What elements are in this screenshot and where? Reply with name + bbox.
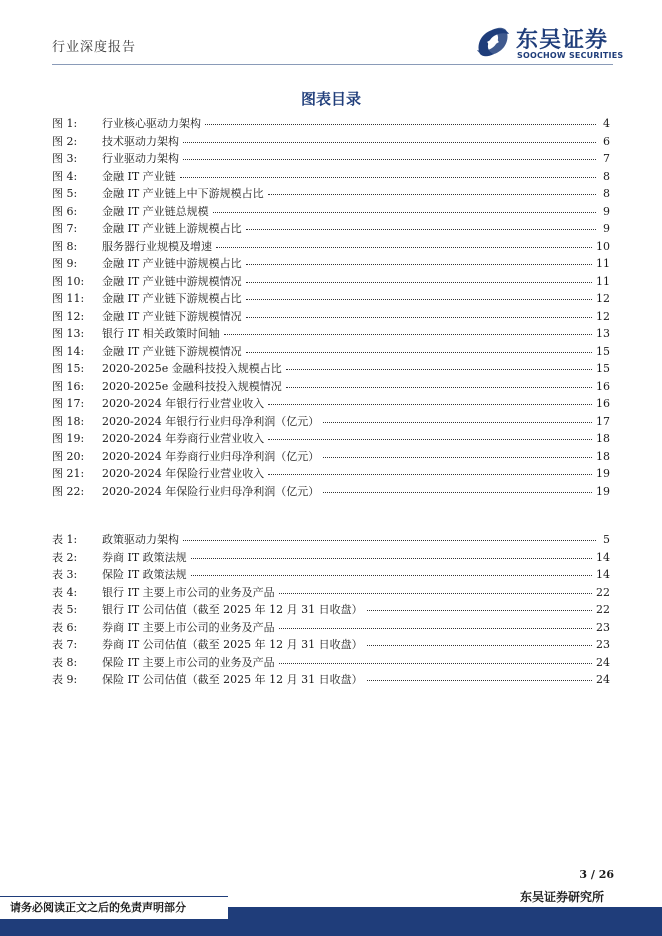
table-toc-row[interactable]	[52, 619, 610, 637]
toc-entry-title: 技术驱动力架构	[102, 134, 179, 148]
toc-entry-title: 金融 IT 产业链上游规模占比	[102, 222, 242, 235]
toc-leader-dots	[191, 574, 592, 576]
toc-entry-number: 图 15:	[52, 362, 85, 375]
toc-entry-page: 14	[596, 568, 610, 581]
figure-toc-row[interactable]	[52, 483, 610, 501]
toc-entry-title: 金融 IT 产业链中游规模占比	[102, 257, 242, 270]
toc-entry-page: 12	[596, 309, 610, 323]
toc-entry-title: 行业核心驱动力架构	[102, 117, 201, 130]
toc-entry-number: 图 8:	[52, 239, 78, 253]
table-toc-row[interactable]	[52, 549, 610, 567]
toc-entry-title: 保险 IT 主要上市公司的业务及产品	[102, 655, 275, 669]
toc-entry-page: 18	[596, 432, 610, 445]
toc-entry-title: 2020-2025e 金融科技投入规模占比	[102, 362, 282, 375]
toc-entry-title: 保险 IT 政策法规	[102, 568, 187, 581]
toc-entry-number: 表 6:	[52, 620, 78, 634]
toc-entry-title: 保险 IT 公司估值（截至 2025 年 12 月 31 日收盘）	[102, 673, 363, 686]
toc-leader-dots	[183, 141, 596, 143]
toc-entry-page: 24	[596, 673, 610, 686]
page-number: 3 / 26	[579, 868, 614, 881]
toc-entry-title: 2020-2024 年券商行业归母净利润（亿元）	[102, 449, 320, 463]
figure-toc-row[interactable]	[52, 185, 610, 203]
table-toc-row[interactable]	[52, 584, 610, 602]
toc-entry-page: 22	[596, 585, 610, 599]
figure-toc-row[interactable]	[52, 395, 610, 413]
toc-entry-page: 23	[596, 620, 610, 634]
toc-entry-title: 2020-2024 年券商行业营业收入	[102, 432, 265, 445]
toc-entry-title: 金融 IT 产业链下游规模情况	[102, 309, 242, 323]
toc-entry-title: 2020-2024 年保险行业营业收入	[102, 467, 265, 480]
toc-entry-title: 银行 IT 主要上市公司的业务及产品	[102, 585, 275, 599]
figure-toc-row[interactable]	[52, 360, 610, 378]
toc-leader-dots	[246, 316, 592, 318]
soochow-logo-icon	[474, 24, 512, 60]
toc-entry-number: 表 8:	[52, 655, 78, 669]
toc-entry-page: 12	[596, 292, 610, 305]
toc-leader-dots	[268, 438, 592, 440]
toc-entry-title: 金融 IT 产业链下游规模情况	[102, 344, 242, 358]
toc-entry-title: 金融 IT 产业链下游规模占比	[102, 292, 242, 305]
footer-stripe	[0, 918, 662, 936]
toc-leader-dots	[268, 403, 592, 405]
toc-entry-number: 图 10:	[52, 274, 85, 288]
toc-entry-number: 图 5:	[52, 187, 78, 200]
toc-entry-title: 金融 IT 产业链上中下游规模占比	[102, 187, 264, 200]
table-toc-row[interactable]	[52, 636, 610, 654]
toc-entry-page: 7	[603, 152, 610, 165]
toc-entry-number: 图 9:	[52, 257, 78, 270]
company-logo	[474, 24, 624, 64]
toc-entry-number: 图 18:	[52, 414, 85, 428]
toc-leader-dots	[246, 351, 592, 353]
figure-toc-row[interactable]	[52, 290, 610, 308]
toc-entry-title: 金融 IT 产业链	[102, 169, 176, 183]
toc-entry-title: 金融 IT 产业链总规模	[102, 204, 209, 218]
toc-entry-number: 图 22:	[52, 484, 85, 498]
toc-entry-number: 图 11:	[52, 292, 85, 305]
table-list	[52, 531, 610, 689]
figure-toc-row[interactable]	[52, 465, 610, 483]
figure-toc-row[interactable]	[52, 273, 610, 291]
logo-chinese-name: 东吴证券	[516, 28, 609, 53]
table-toc-row[interactable]	[52, 566, 610, 584]
toc-leader-dots	[268, 193, 596, 195]
toc-entry-number: 图 20:	[52, 449, 85, 463]
toc-entry-title: 行业驱动力架构	[102, 152, 179, 165]
toc-leader-dots	[279, 592, 592, 594]
toc-entry-number: 图 21:	[52, 467, 85, 480]
toc-entry-page: 23	[596, 638, 610, 651]
figure-toc-row[interactable]	[52, 430, 610, 448]
toc-leader-dots	[216, 246, 592, 248]
toc-entry-number: 图 6:	[52, 204, 78, 218]
toc-entry-number: 图 14:	[52, 344, 85, 358]
toc-entry-page: 17	[596, 414, 610, 428]
figure-toc-row[interactable]	[52, 168, 610, 186]
toc-entry-number: 表 9:	[52, 673, 78, 686]
figure-toc-row[interactable]	[52, 203, 610, 221]
toc-entry-page: 22	[596, 603, 610, 616]
toc-entry-title: 银行 IT 相关政策时间轴	[102, 327, 220, 340]
toc-leader-dots	[183, 158, 596, 160]
toc-entry-title: 服务器行业规模及增速	[102, 239, 212, 253]
toc-entry-page: 18	[596, 449, 610, 463]
toc-leader-dots	[246, 263, 592, 265]
figure-toc-row[interactable]	[52, 308, 610, 326]
report-type-label: 行业深度报告	[52, 40, 137, 55]
toc-entry-page: 4	[603, 117, 610, 130]
toc-entry-title: 券商 IT 公司估值（截至 2025 年 12 月 31 日收盘）	[102, 638, 363, 651]
figure-toc-row[interactable]	[52, 115, 610, 133]
toc-entry-title: 券商 IT 政策法规	[102, 550, 187, 564]
figure-toc-row[interactable]	[52, 343, 610, 361]
toc-leader-dots	[279, 627, 592, 629]
toc-entry-page: 11	[596, 257, 610, 270]
toc-leader-dots	[268, 473, 592, 475]
toc-entry-page: 6	[603, 134, 610, 148]
toc-entry-page: 8	[603, 169, 610, 183]
figure-toc-row[interactable]	[52, 255, 610, 273]
toc-leader-dots	[323, 421, 592, 423]
figure-toc-row[interactable]	[52, 448, 610, 466]
toc-entry-number: 表 3:	[52, 568, 78, 581]
toc-leader-dots	[367, 644, 592, 646]
figure-toc-row[interactable]	[52, 378, 610, 396]
toc-entry-page: 5	[603, 533, 610, 546]
toc-entry-title: 2020-2024 年保险行业归母净利润（亿元）	[102, 484, 320, 498]
toc-entry-number: 表 2:	[52, 550, 78, 564]
toc-entry-page: 8	[603, 187, 610, 200]
toc-entry-page: 11	[596, 274, 610, 288]
research-institute-name: 东吴证券研究所	[519, 890, 604, 904]
toc-entry-number: 表 5:	[52, 603, 78, 616]
toc-entry-number: 图 7:	[52, 222, 78, 235]
toc-entry-title: 政策驱动力架构	[102, 533, 179, 546]
toc-entry-number: 表 7:	[52, 638, 78, 651]
toc-entry-title: 2020-2025e 金融科技投入规模情况	[102, 379, 282, 393]
toc-entry-page: 19	[596, 467, 610, 480]
toc-leader-dots	[213, 211, 596, 213]
logo-english-name: SOOCHOW SECURITIES	[517, 51, 624, 60]
toc-leader-dots	[323, 456, 592, 458]
toc-entry-number: 图 4:	[52, 169, 78, 183]
toc-entry-title: 2020-2024 年银行行业归母净利润（亿元）	[102, 414, 320, 428]
toc-leader-dots	[183, 539, 596, 541]
table-toc-row[interactable]	[52, 601, 610, 619]
toc-entry-page: 9	[603, 204, 610, 218]
toc-leader-dots	[246, 228, 596, 230]
toc-leader-dots	[205, 123, 596, 125]
toc-leader-dots	[367, 679, 592, 681]
toc-leader-dots	[180, 176, 596, 178]
toc-leader-dots	[367, 609, 592, 611]
toc-entry-page: 14	[596, 550, 610, 564]
toc-entry-number: 图 12:	[52, 309, 85, 323]
toc-entry-page: 24	[596, 655, 610, 669]
toc-entry-number: 表 4:	[52, 585, 78, 599]
toc-leader-dots	[323, 491, 592, 493]
toc-title: 图表目录	[300, 90, 361, 108]
toc-entry-page: 15	[596, 344, 610, 358]
toc-leader-dots	[246, 298, 592, 300]
toc-entry-page: 19	[596, 484, 610, 498]
table-toc-row[interactable]	[52, 654, 610, 672]
figure-toc-row[interactable]	[52, 150, 610, 168]
figure-list	[52, 115, 610, 500]
toc-entry-number: 图 13:	[52, 327, 85, 340]
toc-leader-dots	[286, 386, 592, 388]
toc-entry-page: 13	[596, 327, 610, 340]
toc-entry-page: 9	[603, 222, 610, 235]
toc-leader-dots	[246, 281, 592, 283]
toc-entry-page: 16	[596, 397, 610, 410]
disclaimer-text[interactable]: 请务必阅读正文之后的免责声明部分	[10, 901, 186, 914]
footer-accent-bar	[228, 907, 662, 918]
toc-leader-dots	[224, 333, 592, 335]
toc-entry-number: 图 16:	[52, 379, 85, 393]
toc-entry-page: 15	[596, 362, 610, 375]
toc-entry-number: 图 1:	[52, 117, 78, 130]
toc-entry-title: 金融 IT 产业链中游规模情况	[102, 274, 242, 288]
figure-toc-row[interactable]	[52, 238, 610, 256]
toc-leader-dots	[279, 662, 592, 664]
toc-leader-dots	[191, 557, 592, 559]
toc-entry-title: 2020-2024 年银行行业营业收入	[102, 397, 265, 410]
figure-toc-row[interactable]	[52, 325, 610, 343]
toc-entry-title: 银行 IT 公司估值（截至 2025 年 12 月 31 日收盘）	[102, 603, 363, 616]
table-toc-row[interactable]	[52, 671, 610, 689]
figure-toc-row[interactable]	[52, 133, 610, 151]
toc-leader-dots	[286, 368, 592, 370]
header-divider	[52, 64, 613, 65]
toc-entry-number: 图 2:	[52, 134, 78, 148]
toc-entry-number: 表 1:	[52, 533, 78, 546]
toc-entry-page: 16	[596, 379, 610, 393]
toc-entry-number: 图 17:	[52, 397, 85, 410]
figure-toc-row[interactable]	[52, 220, 610, 238]
figure-toc-row[interactable]	[52, 413, 610, 431]
toc-entry-number: 图 3:	[52, 152, 78, 165]
toc-entry-page: 10	[596, 239, 610, 253]
toc-entry-number: 图 19:	[52, 432, 85, 445]
toc-entry-title: 券商 IT 主要上市公司的业务及产品	[102, 620, 275, 634]
table-toc-row[interactable]	[52, 531, 610, 549]
